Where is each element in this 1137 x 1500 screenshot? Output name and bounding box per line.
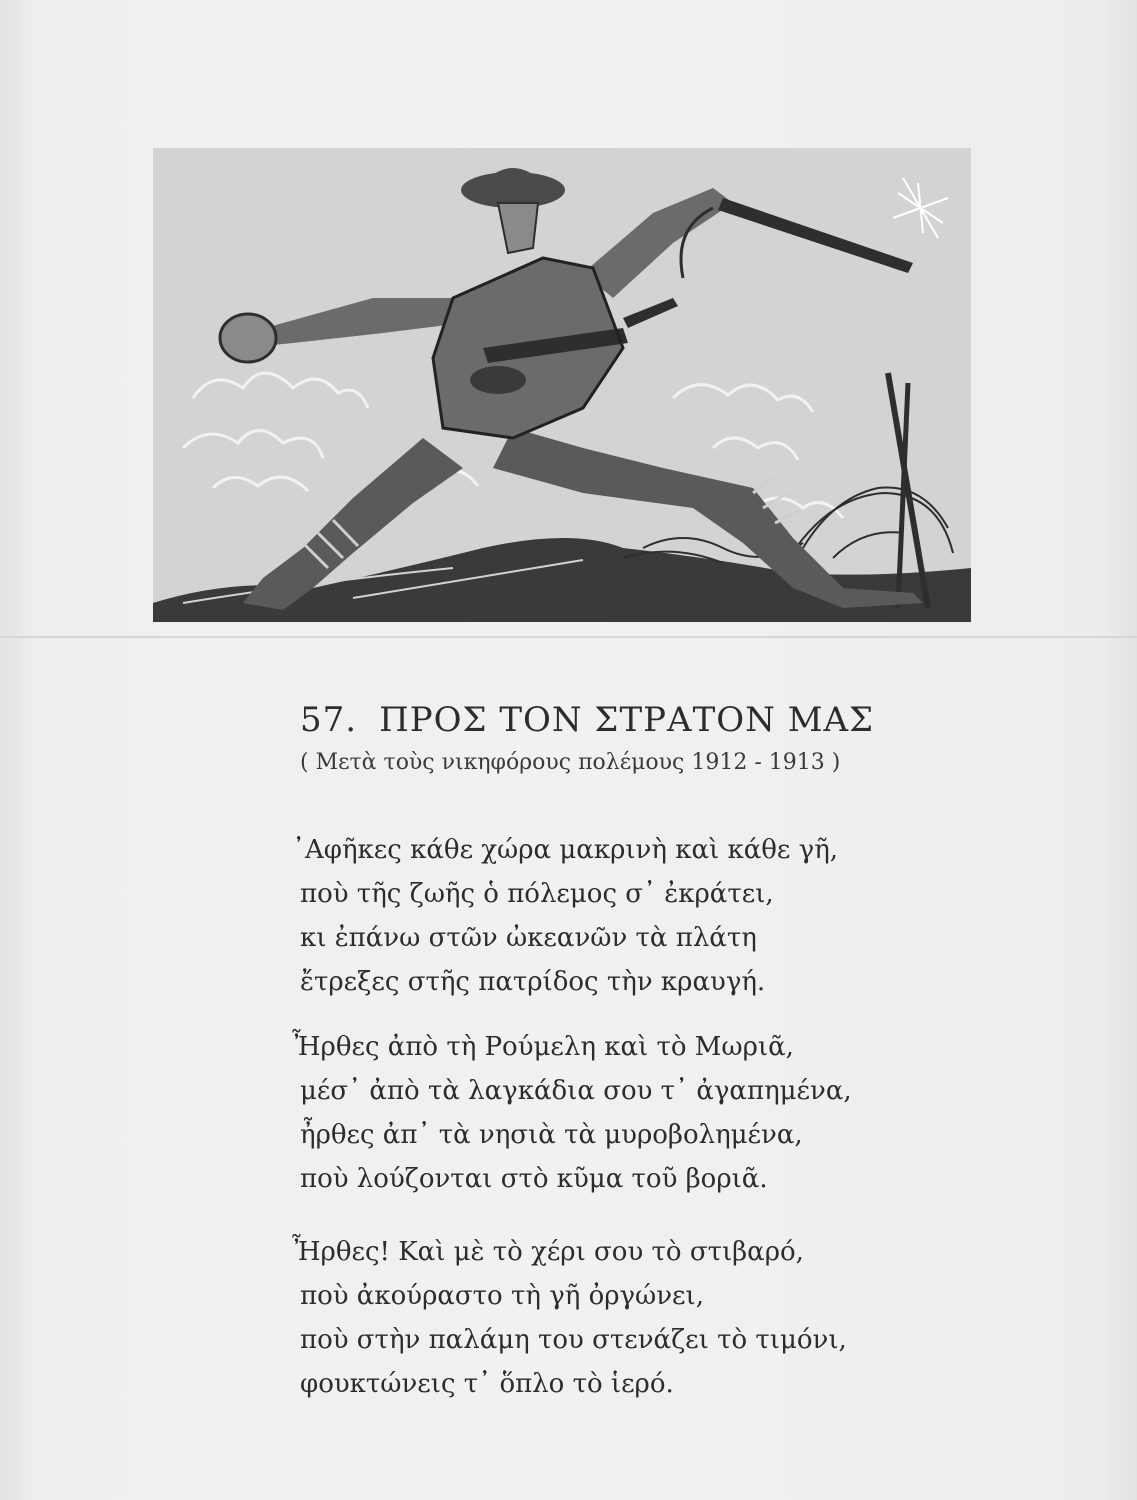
poem-line: ποὺ λούζονται στὸ κῦμα τοῦ βοριᾶ. (300, 1164, 768, 1194)
poem-number: 57. (300, 700, 358, 740)
poem-line: φουκτώνεις τ᾿ ὅπλο τὸ ἱερό. (300, 1369, 674, 1399)
poem-line: ποὺ στὴν παλάμη του στενάζει τὸ τιμόνι, (300, 1325, 847, 1355)
page-fold-line (0, 636, 1137, 638)
soldier-illustration (153, 148, 971, 622)
poem-stanza-1 (292, 828, 940, 1004)
poem-line: ποὺ τῆς ζωῆς ὁ πόλεμος σ᾿ ἐκράτει, (300, 879, 774, 909)
poem-subtitle: ( Μετὰ τοὺς νικηφόρους πολέμους 1912 - 1913 ) (300, 750, 841, 775)
poem-title: ΠΡΟΣ ΤΟΝ ΣΤΡΑΤΟΝ ΜΑΣ (379, 700, 875, 740)
poem-heading (300, 700, 875, 740)
poem-stanza-2 (292, 1025, 940, 1201)
soldier-throwing-grenade-illustration (153, 148, 971, 622)
poem-line: ἔτρεξες στῆς πατρίδος τὴν κραυγή. (300, 967, 766, 997)
poem-line: κι ἐπάνω στῶν ὠκεανῶν τὰ πλάτη (300, 923, 757, 953)
poem-stanza-3 (292, 1230, 940, 1406)
poem-line: μέσ᾿ ἀπὸ τὰ λαγκάδια σου τ᾿ ἀγαπημένα, (300, 1076, 852, 1106)
poem-line: ᾿Αφῆκες κάθε χώρα μακρινὴ καὶ κάθε γῆ, (292, 835, 839, 865)
poem-line: ποὺ ἀκούραστο τὴ γῆ ὀργώνει, (300, 1281, 704, 1311)
explosion-flash (893, 178, 948, 238)
poem-line: Ἦρθες! Καὶ μὲ τὸ χέρι σου τὸ στιβαρό, (292, 1237, 804, 1267)
poem-line: Ἦρθες ἀπὸ τὴ Ρούμελη καὶ τὸ Μωριᾶ, (292, 1032, 794, 1062)
poem-line: ἦρθες ἀπ᾿ τὰ νησιὰ τὰ μυροβολημένα, (300, 1120, 803, 1150)
